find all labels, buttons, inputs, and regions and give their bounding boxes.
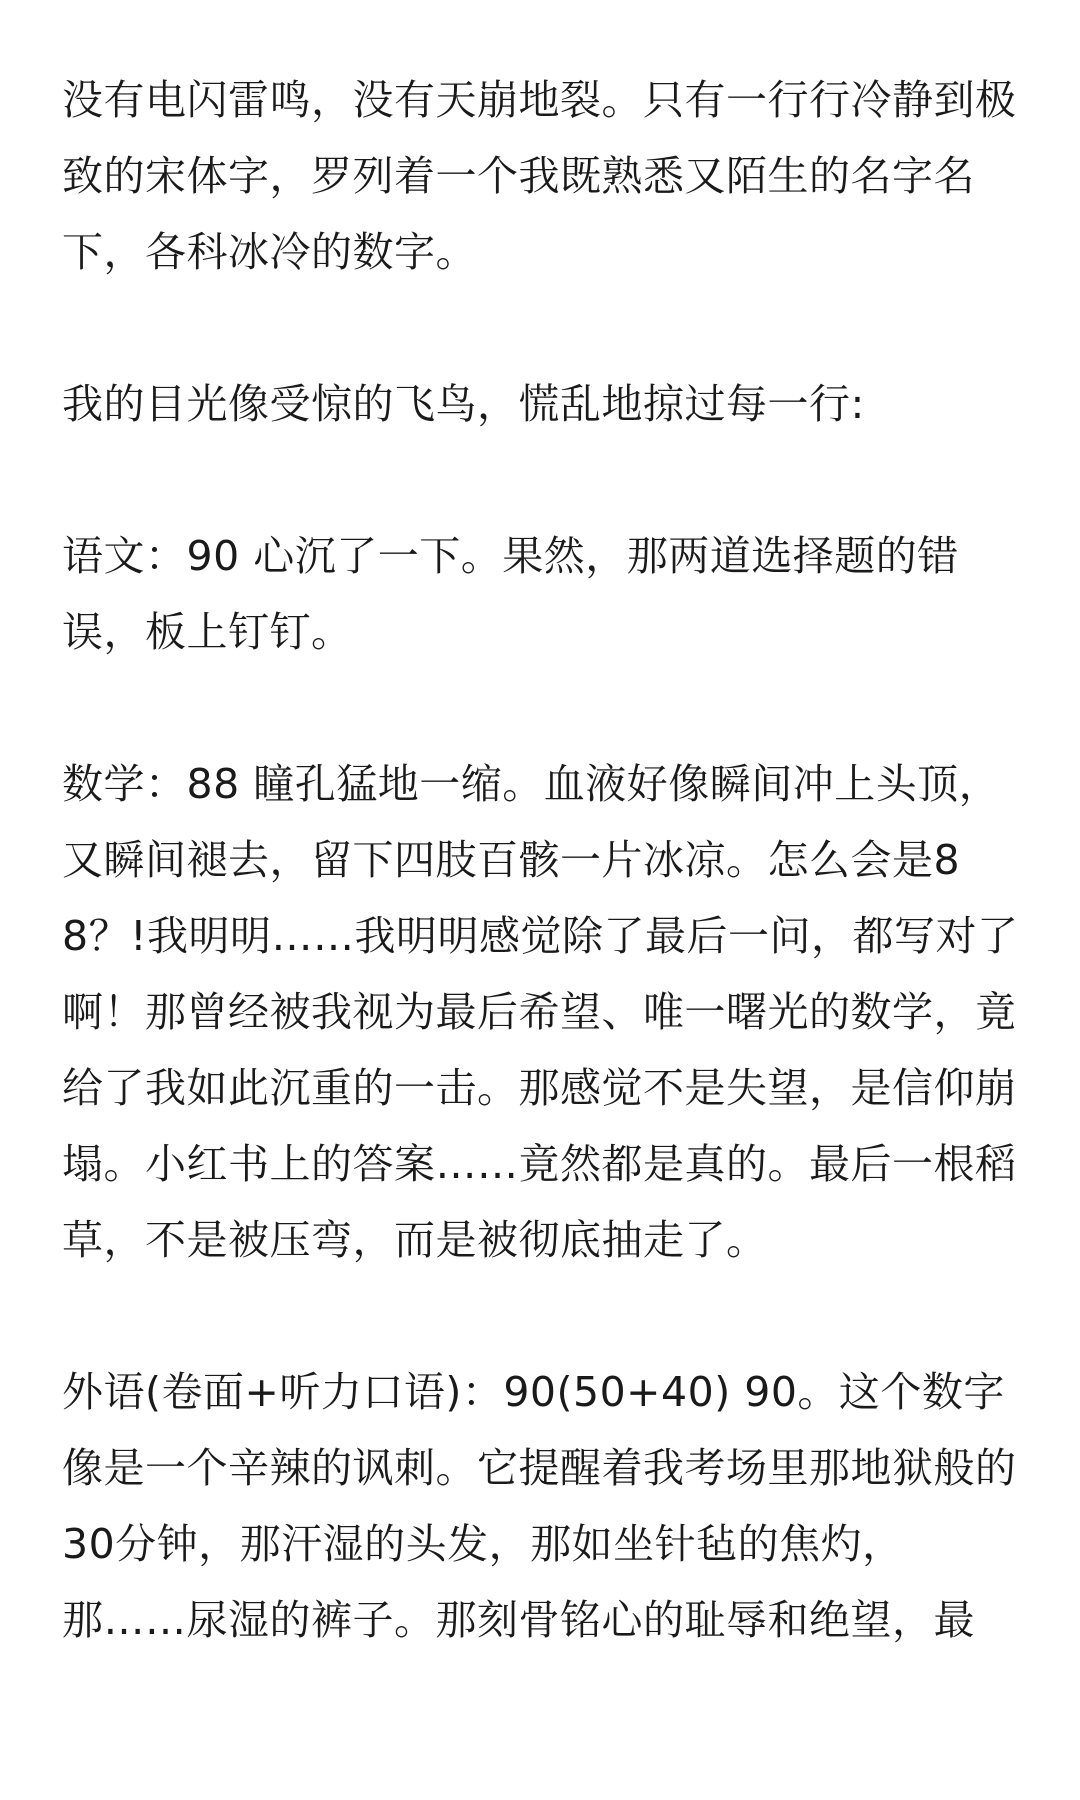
paragraph-4: 数学：88 瞳孔猛地一缩。血液好像瞬间冲上头顶，又瞬间褪去，留下四肢百骸一片冰凉。怎么会是88？!我明明……我明明感觉除了最后一问，都写对了啊！那曾经被我视为最后希望、唯一曙光的数学，竟给了我如此沉重的一击。那感觉不是失望，是信仰崩塌。小红书上的答案……竟然都是真的。最后一根稻草，不是被压弯，而是被彻底抽走了。 <box>62 760 1019 1264</box>
paragraph-2: 我的目光像受惊的飞鸟，慌乱地掠过每一行: <box>62 380 865 428</box>
paragraph-3: 语文：90 心沉了一下。果然，那两道选择题的错误，板上钉钉。 <box>62 532 959 656</box>
paragraph-1: 没有电闪雷鸣，没有天崩地裂。只有一行行冷静到极致的宋体字，罗列着一个我既熟悉又陌生的名字名下，各科冰冷的数字。 <box>62 76 1017 276</box>
paragraph-5: 外语(卷面+听力口语)：90(50+40) 90。这个数字像是一个辛辣的讽刺。它提醒着我考场里那地狱般的30分钟，那汗湿的头发，那如坐针毡的焦灼，那……尿湿的裤子。那刻骨铭心的耻辱和绝望，最 <box>62 1368 1017 1644</box>
